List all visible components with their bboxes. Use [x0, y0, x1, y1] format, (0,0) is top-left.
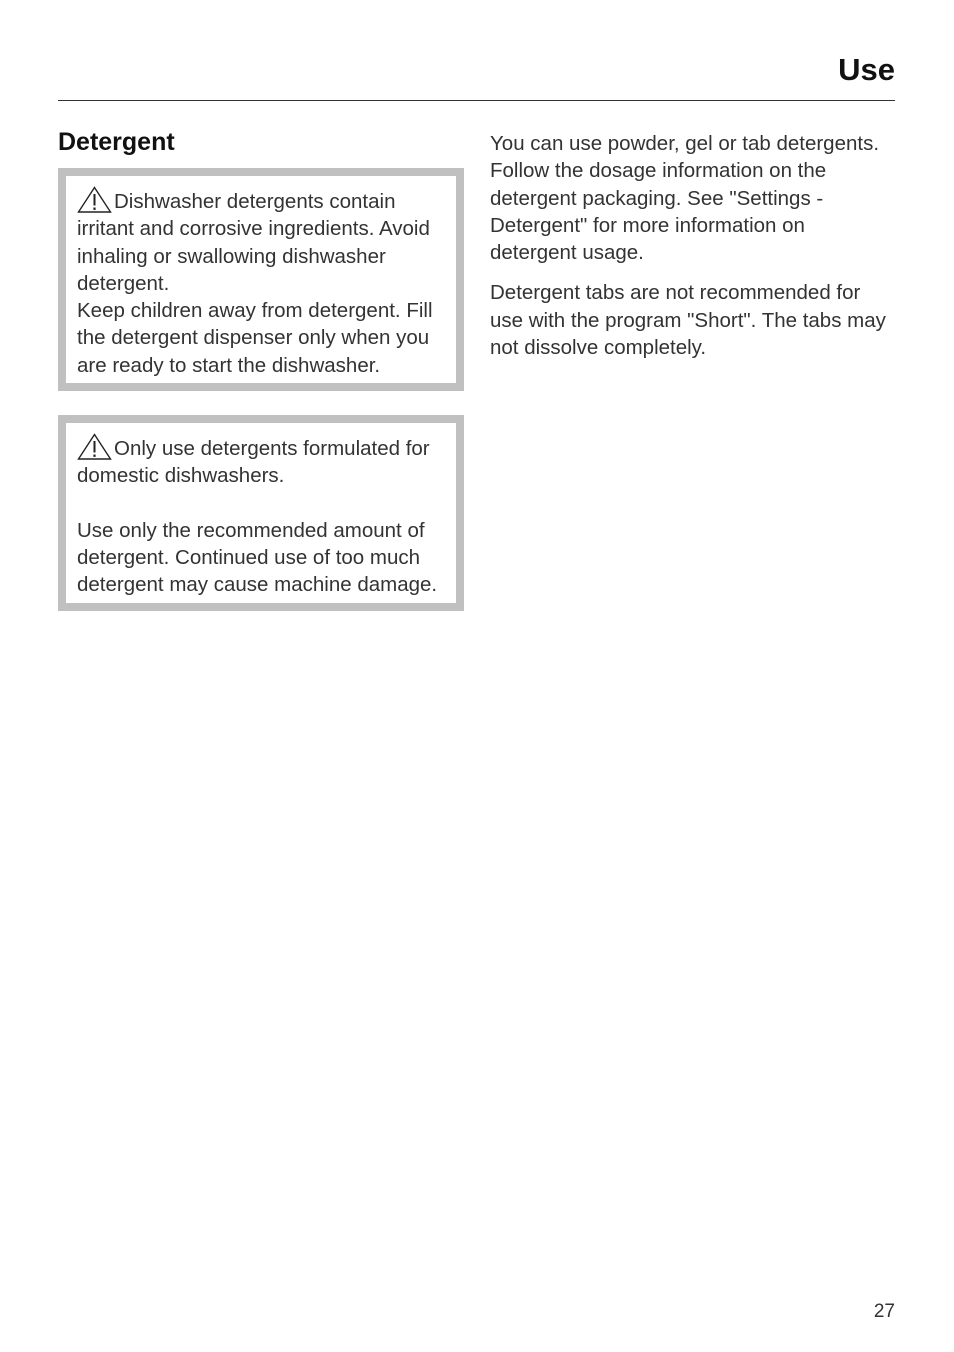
warning-triangle-icon	[77, 433, 112, 460]
warning-2-text-1: Only use detergents formulated for domestic dishwashers.	[77, 433, 452, 490]
section-heading: Detergent	[58, 128, 175, 156]
right-column	[490, 130, 890, 374]
body-paragraph-2: Detergent tabs are not recommended for use with the program "Short". The tabs may not dissolve completely.	[490, 281, 886, 360]
body-paragraph-1: You can use powder, gel or tab detergents. Follow the dosage information on the detergent packaging. See "Settings - Detergent" for more information on detergent usage.	[490, 132, 880, 265]
page-number: 27	[873, 1301, 895, 1322]
warning-1-text-1: Dishwasher detergents contain irritant and corrosive ingredients. Avoid inhaling or swallowing dishwasher detergent.	[77, 186, 452, 297]
left-column	[58, 124, 464, 611]
warning-box-2	[58, 415, 464, 610]
warning-2-text-2: Use only the recommended amount of detergent. Continued use of too much detergent may cause machine damage.	[77, 518, 438, 597]
header-rule	[58, 100, 895, 101]
warning-1-text-2: Keep children away from detergent. Fill the detergent dispenser only when you are ready to start the dishwasher.	[77, 299, 433, 377]
warning-triangle-icon	[77, 186, 112, 213]
page-title: Use	[838, 52, 895, 87]
warning-box-1	[58, 168, 464, 391]
